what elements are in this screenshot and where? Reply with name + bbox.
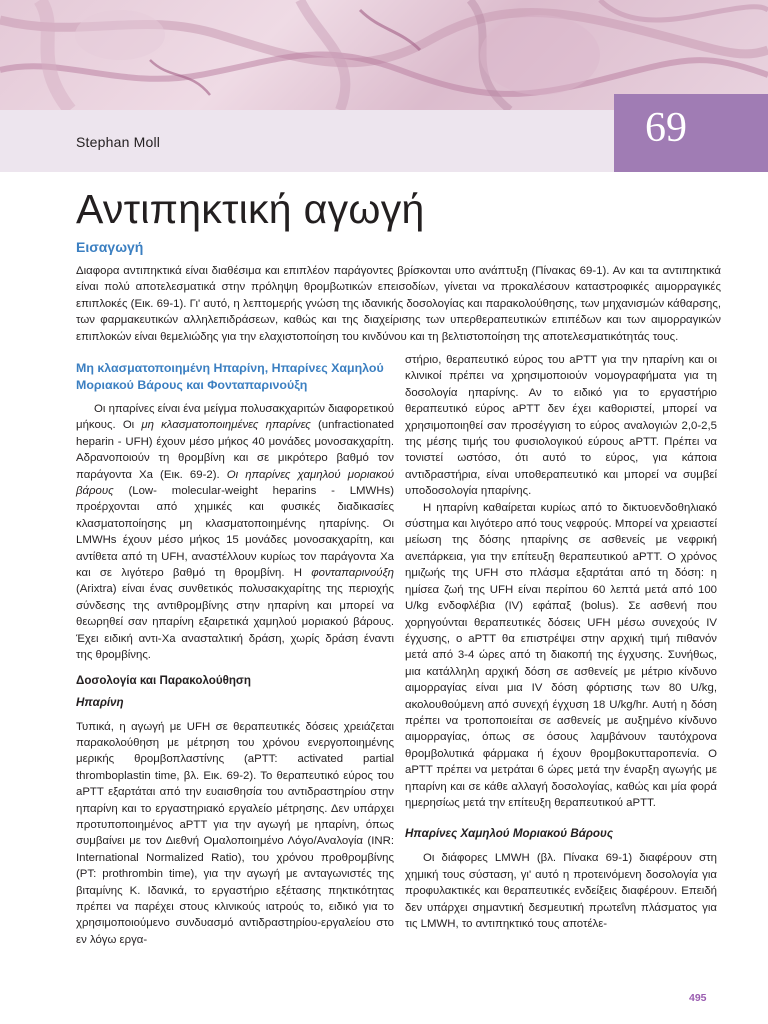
- lmwh-subheading: Ηπαρίνες Χαμηλού Μοριακού Βάρους: [405, 827, 614, 841]
- aptt-paragraph: στήριο, θεραπευτικό εύρος του aPTT για την ηπαρίνη και οι κλινικοί πρέπει να χρησιμοποιούν νομογραφήματα για τη δοσολογία ηπαρίνης. Αν το ειδικό για το εργαστήριο θεραπευτικό εύρος aPTT δεν έχει καθοριστεί, μπορεί να χρησιμοποιηθεί σαν προσέγγιση το εύρος αναλογιών 2,0-2,5 της μέσης τιμής του φυσιολογικού εύρους aPTT. Πρέπει να τονιστεί ωστόσο, ότι αυτό το εύρος, για κάποια αντιδραστήρια, είναι υποθεραπευτικό και μπορεί να συμβεί υποδοσολογία ηπαρίνης.: [405, 354, 717, 498]
- heparins-heading: Μη κλασματοποιημένη Ηπαρίνη, Ηπαρίνες Χαμηλού Μοριακού Βάρους και Φονταπαρινούξη: [76, 361, 384, 392]
- page-number: 495: [689, 992, 707, 1004]
- intro-paragraph: Διαφορα αντιπηκτικά είναι διαθέσιμα και επιπλέον παράγοντες βρίσκονται υπο ανάπτυξη (Πίνακας 69-1). Αν και τα αντιπηκτικά είναι πολύ αποτελεσματικά στην πρόληψη θρομβωτικών επεισοδίων, γίνεται να προκαλέσουν καταστροφικές αιμορραγικές επιπλοκές (Εικ. 69-1). Γι' αυτό, η λεπτομερής γνώση της ιδανικής δοσολογίας και παρακολούθησης, των μηχανισμών κάθαρσης, των φαρμακευτικών αλληλεπιδράσεων, καθώς και της διαχείρισης των υπερθεραπευτικών επιπέδων και των αιμορραγικών επιπλοκών είναι θεμελιώδης για την ελαχιστοποίηση του κινδύνου και τη βελτιστοποίηση της αποτελεσματικότητάς τους.: [76, 265, 721, 343]
- heparin-subheading: Ηπαρίνη: [76, 695, 124, 709]
- italic-term-fondaparinux: φονταπαρινούξη: [311, 567, 394, 580]
- text-run: (unfractionated heparin - UFH) έχουν μέσο μήκος 40 μονάδες μονοσακχαρίτη. Αδρανοποιούν τη θρομβίνη και σε μικρότερο βαθμό τον παράγοντα Xa (Εικ. 69-2).: [76, 419, 394, 481]
- heparin-monitoring-paragraph: Τυπικά, η αγωγή με UFH σε θεραπευτικές δόσεις χρειάζεται παρακολούθηση με μέτρηση του χρόνου ενεργοποιημένης μερικής θρομβοπλαστίνης (aPTT: activated partial thromboplastin time, βλ. Εικ. 69-2). Το θεραπευτικό εύρος του aPTT εξαρτάται από την ευαισθησία του αντιδραστηρίου στην ηπαρίνη και το εργαστηριακό εργαλείο μέτρησης. Δεν υπάρχει προτυποποιημένος aPTT για την αγωγή με ηπαρίνη, όπως συμβαίνει με τον Διεθνή Ομαλοποιημένο Λόγο/Αναλογία (INR: International Normalized Ratio), του χρόνου προθρομβίνης (PT: prothrombin time), για την αγωγή με ανταγωνιστές της βιταμίνης Κ. Ιδανικά, το εργαστήριο εξέτασης πηκτικότητας πρέπει να παρέχει στους κλινικούς ιατρούς το, ειδικό για το χρησιμοποιούμενο συνδυασμό αντιδραστηρίου-εργαλείου στο εν λόγω εργα-: [76, 720, 394, 946]
- heparins-paragraph: [76, 401, 394, 664]
- text-run: (Low- molecular-weight heparins - LMWHs) προέρχονται από χημικές και φυσικές διαδικασίες κλασματοποίησης μη κλασματοποιημένης ηπαρίνης. Οι LMWHs έχουν μέσο μήκος 15 μονάδες μονοσακχαρίτη, και αντίθετα από τη UFH, αναστέλλουν κυρίως τον παράγοντα Xa και σε λιγότερο βαθμό τη θρομβίνη. Η: [76, 485, 394, 580]
- chapter-title: Αντιπηκτική αγωγή: [76, 186, 425, 232]
- text-run: Οι ηπαρίνες είναι ένα μείγμα πολυσακχαριτών διαφορετικού μήκους. Οι: [76, 403, 394, 432]
- lmwh-paragraph: Οι διάφορες LMWH (βλ. Πίνακα 69-1) διαφέρουν στη χημική τους σύσταση, γι' αυτό η προτεινόμενη δοσολογία για προφυλακτικές και θεραπευτικές ενδείξεις διαφέρουν. Επειδή δεν υπάρχει σημαντική δεσμευτική πρωτεΐνη πλάσματος για τις LMWH, το αντιπηκτικό τους αποτέλε-: [405, 852, 717, 930]
- italic-term-lmwh: Οι ηπαρίνες χαμηλού μοριακού βάρους: [76, 468, 395, 498]
- right-column: [405, 352, 717, 932]
- intro-heading: Εισαγωγή: [76, 239, 144, 255]
- dosing-heading: Δοσολογία και Παρακολούθηση: [76, 673, 251, 687]
- italic-term-ufh: μη κλασματοποιημένες ηπαρίνες: [141, 419, 311, 432]
- clearance-paragraph: Η ηπαρίνη καθαίρεται κυρίως από το δικτυοενδοθηλιακό σύστημα και λιγότερο από τους νεφρούς. Μπορεί να χρειαστεί μείωση της δόσης ηπαρίνης σε ασθενείς με νεφρική ανεπάρκεια, για την επίτευξη θεραπευτικού aPTT. Ο χρόνος ημιζωής της UFH στο πλάσμα εξαρτάται από τη δόση: η ημίσεα ζωή της UFH είναι περίπου 60 λεπτά μετά από 100 U/kg ενδοφλέβια (IV) εφάπαξ (bolus). Σε ασθενή που χορηγούνται θεραπευτικές δόσεις UFH μέσω συνεχούς IV έγχυσης, ο aPTT θα επιστρέψει στην αρχική τιμή πιθανόν μετά από 3-4 ώρες από τη διακοπή της έγχυσης. Συνήθως, μια κατάλληλη αρχική δόση σε ασθενείς με μέτριο κίνδυνο αιμορραγίας είναι μια IV δόση φόρτισης των 80 U/kg, ακολουθούμενη από συνεχή έγχυση 18 U/kg/hr. Αυτή η δόση πρέπει να τροποποιείται σε ασθενείς με αυξημένο κίνδυνο αιμορραγίας, όπως σε όσους λαμβάνουν ταυτόχρονα θρομβολυτικά φάρμακα ή έχουν θρομβοκυτταροπενία. Ο aPTT πρέπει να μετράται 6 ώρες μετά την έναρξη αγωγής με ηπαρίνη και σε κάθε αλλαγή δοσολογίας, καθώς και μία φορά ημερησίως μετά την επίτευξη θεραπευτικού aPTT.: [405, 501, 717, 809]
- text-run: (Arixtra) είναι ένας συνθετικός πολυσακχαρίτης της περιοχής σύνδεσης της αντιθρομβίνης στην ηπαρίνη και μπορεί να θεωρηθεί σαν ηπαρίνη εξαιρετικά χαμηλού μοριακού βάρους. Έχει ειδική αντι-Xa ανασταλτική δράση, χωρίς δράση έναντι της θρομβίνης.: [76, 583, 394, 662]
- left-column: [76, 360, 394, 948]
- chapter-number: 69: [645, 105, 687, 151]
- author-name: Stephan Moll: [76, 134, 161, 150]
